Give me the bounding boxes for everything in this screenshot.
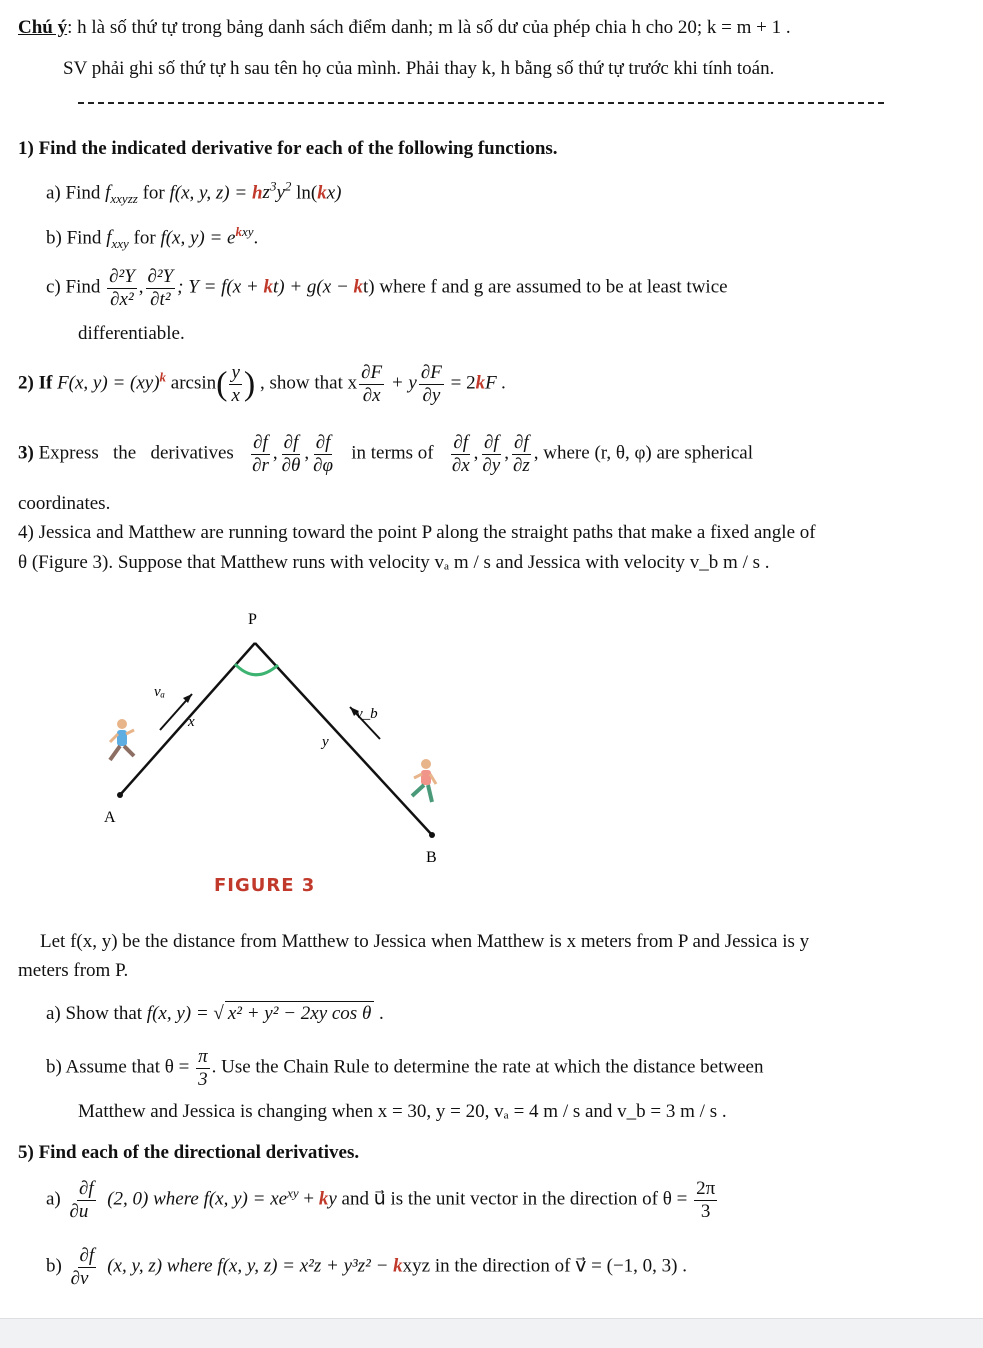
q2-expr: F(x, y) = (xy) <box>57 372 160 394</box>
q5a-label: a) <box>46 1188 61 1210</box>
path-jessica <box>255 643 432 835</box>
q2-show: , show that x <box>260 372 358 394</box>
q5a-pt: (2, 0) where f(x, y) = xe <box>107 1188 288 1210</box>
q4a-end: . <box>374 1003 384 1024</box>
q2-k: k <box>159 369 167 385</box>
q3-tail: , where (r, θ, φ) are spherical <box>533 442 754 464</box>
q1c-tail: t) where f and g are assumed to be at least twice <box>363 276 728 298</box>
note-line-2: SV phải ghi số thứ tự h sau tên họ của mình. Phải thay k, h bằng số thứ tự trước khi tính toán. <box>63 58 775 79</box>
q2-plus: + y <box>386 372 417 394</box>
q4a: a) Show that f(x, y) = √ x² + y² − 2xy cos θ . <box>46 1003 384 1024</box>
runner-matthew-icon <box>110 719 134 760</box>
q5a <box>46 1178 719 1223</box>
q2-k2: k <box>475 372 486 394</box>
q5a-frac: $\frac{\partial f}{\partial u⃗}$ <box>69 1178 104 1222</box>
figure-3 <box>80 600 480 900</box>
q3-frac-r: $\frac{\partial f}{\partial r}$ <box>252 432 269 476</box>
q2: 2) If F(x, y) = (xy)$^k$ arcsin( $\frac{y}{x}$ ) , show that x $\frac{\partial F}{\partial x}$ + y $\frac{\partial F}{\partial y}$ = 2kF . <box>18 362 507 406</box>
q1-title: 1) Find the indicated derivative for each of the following functions. <box>18 138 558 159</box>
q5b-frac: $\frac{\partial f}{\partial v⃗}$ <box>70 1245 104 1289</box>
q1b-subscript: xxy <box>111 236 129 252</box>
q3-frac-theta: $\frac{\partial f}{\partial\theta}$ <box>281 432 301 476</box>
q3-mid: in terms of <box>351 442 434 464</box>
q4a-expr: f(x, y) = <box>146 1003 214 1024</box>
q1c: c) Find $\frac{\text{∂²Y}}{\text{∂x²}}$ , $\frac{\text{∂²Y}}{\text{∂t²}}$ ; Y = f(x + kt) + g(x − kt) where f and g are assumed to be at least twice <box>46 266 728 310</box>
q4-line-2: θ (Figure 3). Suppose that Matthew runs with velocity vₐ m / s and Jessica with velocity v_b m / s . <box>18 552 770 573</box>
q4-let-1: Let f(x, y) be the distance from Matthew to Jessica when Matthew is x meters from P and Jessica is y <box>40 931 810 952</box>
q1a-label: a) Find <box>46 182 101 204</box>
q1a-k: k <box>317 182 327 204</box>
label-va: vₐ <box>154 684 166 700</box>
q1a-end: x) <box>326 182 342 204</box>
q2-frac-1: $\frac{\partial F}{\partial x}$ <box>361 362 383 406</box>
q1c-line-2: differentiable. <box>78 323 185 344</box>
q5-title: 5) Find each of the directional derivatives. <box>18 1142 360 1163</box>
runner-jessica-icon <box>412 759 436 802</box>
point-B <box>429 832 435 838</box>
q3-frac-z: $\frac{\partial f}{\partial z}$ <box>512 432 530 476</box>
angle-arc <box>235 664 278 675</box>
viewer-bottom-bar <box>0 1318 983 1348</box>
label-y: y <box>322 734 329 750</box>
q5a-y: y <box>328 1188 337 1210</box>
q3-frac-y: $\frac{\partial f}{\partial y}$ <box>482 432 501 476</box>
q2-frac-2: $\frac{\partial F}{\partial y}$ <box>420 362 442 406</box>
q3: 3) Express the derivatives $\frac{\partial f}{\partial r}$ , $\frac{\partial f}{\partial\theta}$ , $\frac{\partial f}{\partial\varphi}$ in terms of $\frac{\partial f}{\partial x}$ , $\frac{\partial f}{\partial y}$ , $\frac{\partial f}{\partial z}$ , where (r, θ, φ) are spherical <box>18 432 754 476</box>
q4b-frac-pi3: $\frac{\pi}{3}$ <box>198 1046 208 1090</box>
q1c-frac-2: $\frac{\text{∂²Y}}{\text{∂t²}}$ <box>147 266 174 310</box>
label-B: B <box>426 849 437 866</box>
q5a-frac-2pi3: $\frac{2\pi}{3}$ <box>696 1178 716 1222</box>
q5a-text: and u⃗ is the unit vector in the direction of θ = <box>336 1188 693 1210</box>
q1c-label: c) Find <box>46 276 101 298</box>
q5b <box>46 1245 687 1290</box>
q1b-label: b) Find <box>46 227 102 249</box>
dashed-divider <box>78 102 884 104</box>
q4b-text: . Use the Chain Rule to determine the rate at which the distance between <box>211 1056 764 1078</box>
q4-let-2: meters from P. <box>18 960 129 981</box>
q1b-expr: f(x, y) = e <box>160 227 236 249</box>
q1b-exp: xy <box>242 224 254 239</box>
q5b-text: xyz in the direction of v⃗ = (−1, 0, 3) . <box>402 1255 688 1277</box>
q1c-mid: t) + g(x − <box>273 276 354 298</box>
label-P: P <box>248 611 257 628</box>
note-text-1: : h là số thứ tự trong bảng danh sách điểm danh; m là số dư của phép chia h cho 20; k = m + 1 . <box>67 17 791 38</box>
q3-line-2: coordinates. <box>18 493 111 514</box>
q5b-k: k <box>393 1255 403 1277</box>
q5b-pt: (x, y, z) where f(x, y, z) = x²z + y³z² − <box>107 1255 394 1277</box>
point-A <box>117 792 123 798</box>
q2-eq: = 2 <box>445 372 476 394</box>
q1b-k: k <box>235 224 242 239</box>
q2-frac-yx: $\frac{y}{x}$ <box>231 362 240 406</box>
q1b-for: for <box>133 227 156 249</box>
q1b: b) Find $f_{xxy}$ for f(x, $y) = e^{kxy}$. <box>46 224 259 252</box>
q2-end: F . <box>485 372 507 394</box>
label-vb: v_b <box>356 706 378 722</box>
q1c-k2: k <box>353 276 364 298</box>
label-x: x <box>188 714 195 730</box>
q2-label: 2) If <box>18 372 53 394</box>
q4a-label: a) Show that <box>46 1003 143 1024</box>
note-label: Chú ý <box>18 17 68 38</box>
q1a-ln: ln( <box>296 182 318 204</box>
figure-caption: FIGURE 3 <box>214 875 316 896</box>
q1a-h: h <box>251 182 263 204</box>
q5b-label: b) <box>46 1255 62 1277</box>
q5a-k: k <box>318 1188 329 1210</box>
q4b <box>46 1046 763 1091</box>
q1a: a) Find $f_{xxyzz}$ for f(x, y, $z) = hz^3y^2$ ln(kx) <box>46 179 342 207</box>
q3-frac-phi: $\frac{\partial f}{\partial\varphi}$ <box>313 432 333 476</box>
q4b-line-2: Matthew and Jessica is changing when x = 30, y = 20, vₐ = 4 m / s and v_b = 3 m / s . <box>78 1101 727 1122</box>
q1c-expr: ; Y = f(x + <box>177 276 264 298</box>
label-A: A <box>104 809 116 826</box>
q1a-subscript: xxyzz <box>110 191 138 207</box>
q4-line-1: 4) Jessica and Matthew are running toward the point P along the straight paths that make a fixed angle of <box>18 522 816 543</box>
q1c-frac-1: $\frac{\text{∂²Y}}{\text{∂x²}}$ <box>109 266 135 310</box>
q5a-plus: + <box>298 1188 319 1210</box>
q3-frac-x: $\frac{\partial f}{\partial x}$ <box>451 432 470 476</box>
q4b-label: b) Assume that θ = <box>46 1056 195 1078</box>
note-line-1 <box>18 16 791 40</box>
q2-arcsin: arcsin <box>166 372 217 394</box>
q5a-exp: xy <box>287 1185 299 1201</box>
q4a-sqrt: x² + y² − 2xy cos θ <box>225 1001 374 1026</box>
q1a-for: for <box>142 182 165 204</box>
q1c-k1: k <box>263 276 273 298</box>
q1a-expr: f(x, y, z) = <box>169 182 252 204</box>
